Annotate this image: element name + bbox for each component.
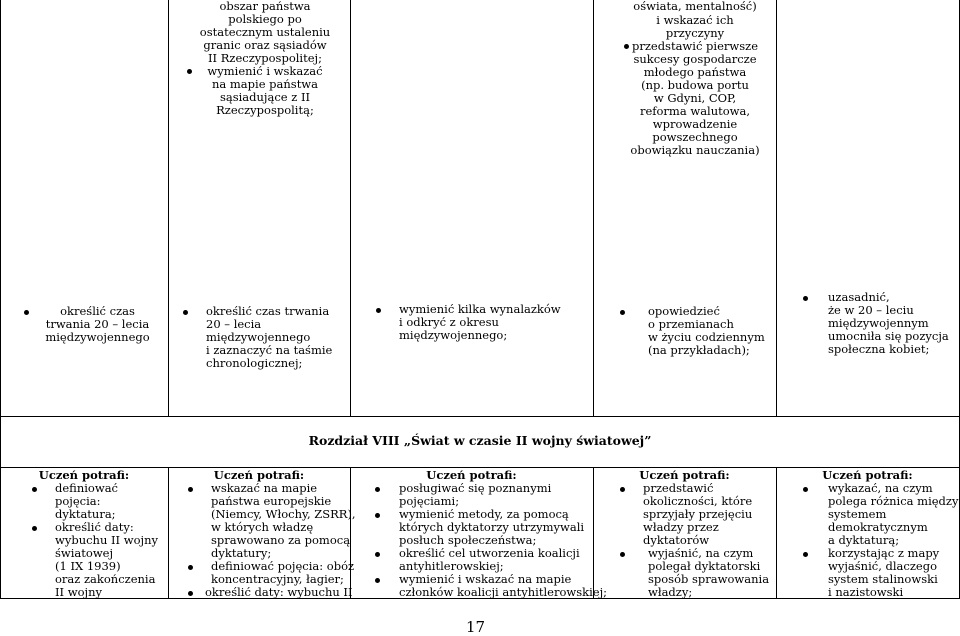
column-border-3 [350,0,351,417]
bullet-icon [188,565,193,570]
cell-text: trwania 20 – lecia [45,317,150,331]
column-header: Uczeń potrafi: [639,468,730,482]
cell-text: 20 – lecia [206,317,262,331]
column-border-1 [0,0,1,599]
cell-text: dyktatury; [211,546,272,560]
cell-text: oświata, mentalność) [633,0,757,13]
cell-text: określić czas trwania [206,304,330,318]
cell-text: dyktatorów [643,533,710,547]
cell-text: (Niemcy, Włochy, ZSRR), [211,507,356,521]
bullet-icon [375,578,380,583]
cell-text: pojęciami; [399,494,460,508]
cell-text: władzy; [648,585,693,599]
cell-text: sprawowano za pomocą [211,533,351,547]
cell-text: i zaznaczyć na taśmie [206,343,333,357]
cell-text: okoliczności, które [643,494,753,508]
cell-text: Rzeczypospolitą; [216,103,314,117]
cell-text: społeczna kobiet; [828,342,930,356]
cell-text: i wskazać ich [656,13,734,27]
cell-text: młodego państwa [643,65,747,79]
cell-text: i odkryć z okresu [399,315,499,329]
row-border-top-section [0,416,960,417]
cell-text: przedstawić pierwsze [631,39,759,53]
cell-text: wymienić i wskazać [207,64,323,78]
cell-text: posłuch społeczeństwa; [399,533,537,547]
cell-text: ostatecznym ustaleniu [199,25,331,39]
bullet-icon [375,513,380,518]
cell-text: przedstawić [643,481,714,495]
column-border-5 [776,0,777,417]
cell-text: definiować [55,481,118,495]
cell-text: międzywojennego [45,330,150,344]
cell-text: umocniła się pozycja [828,329,949,343]
cell-text: wyjaśnić, dlaczego [828,559,937,573]
cell-text: że w 20 – leciu [828,303,914,317]
cell-text: wprowadzenie [652,117,738,131]
bullet-icon [803,296,808,301]
cell-text: dyktatura; [55,507,116,521]
column-header: Uczeń potrafi: [213,468,305,482]
bullet-icon [187,69,192,74]
cell-text: władzy przez [643,520,719,534]
bullet-icon [183,310,188,315]
bullet-icon [620,552,625,557]
cell-text: sąsiadujące z II [219,90,311,104]
cell-text: w których władzę [211,520,314,534]
cell-text: system stalinowski [828,572,938,586]
cell-text: (1 IX 1939) [55,559,121,573]
cell-text: (np. budowa portu [641,78,749,92]
cell-text: reforma walutowa, [639,104,751,118]
bullet-icon [32,487,37,492]
cell-text: opowiedzieć [648,304,720,318]
column-border-4 [593,0,594,417]
chapter-title: Rozdział VIII „Świat w czasie II wojny światowej” [308,433,652,448]
cell-text: koncentracyjny, łagier; [211,572,344,586]
bullet-icon [375,487,380,492]
cell-text: określić cel utworzenia koalicji [399,546,580,560]
cell-text: antyhitlerowskiej; [399,559,504,573]
cell-text: demokratycznym [828,520,928,534]
cell-text: (na przykładach); [648,343,750,357]
cell-text: wyjaśnić, na czym [648,546,754,560]
bullet-icon [803,552,808,557]
cell-text: w Gdyni, COP, [653,91,737,105]
bullet-icon [803,487,808,492]
cell-text: korzystając z mapy [828,546,940,560]
bullet-icon [188,487,193,492]
cell-text: definiować pojęcia: obóz [211,559,355,573]
bullet-icon [188,591,193,596]
bullet-icon [376,308,381,313]
cell-text: uzasadnić, [828,290,890,304]
cell-text: polega różnica między [828,494,959,508]
column-border-4b [593,467,594,599]
cell-text: międzywojennego [206,330,311,344]
cell-text: wykazać, na czym [828,481,933,495]
cell-text: II Rzeczypospolitej; [208,51,322,65]
cell-text: międzywojennym [828,316,929,330]
cell-text: sprzyjały przejęciu [643,507,753,521]
bullet-icon [620,310,625,315]
cell-text: określić czas [60,304,135,318]
bullet-icon [32,526,37,531]
cell-text: wymienić metody, za pomocą [399,507,569,521]
cell-text: międzywojennego; [399,328,508,342]
bullet-icon [375,552,380,557]
cell-text: przyczyny [665,26,725,40]
cell-text: wymienić i wskazać na mapie [399,572,572,586]
column-border-2b [168,467,169,599]
cell-text: o przemianach [648,317,734,331]
cell-text: a dyktaturą; [828,533,900,547]
column-border-2 [168,0,169,417]
cell-text: obszar państwa [219,0,311,13]
cell-text: posługiwać się poznanymi [399,481,552,495]
cell-text: członków koalicji antyhitlerowskiej; [399,585,608,599]
cell-text: w życiu codziennym [648,330,765,344]
cell-text: których dyktatorzy utrzymywali [399,520,585,534]
cell-text: wybuchu II wojny [55,533,158,547]
column-border-5b [776,467,777,599]
cell-text: wymienić kilka wynalazków [399,302,561,316]
cell-text: światowej [55,546,114,560]
column-header: Uczeń potrafi: [38,468,130,482]
cell-text: sposób sprawowania [648,572,770,586]
page-number: 17 [466,618,486,636]
cell-text: polskiego po [228,12,302,26]
column-header: Uczeń potrafi: [822,468,913,482]
cell-text: chronologicznej; [206,356,303,370]
cell-text: polegał dyktatorski [648,559,761,573]
cell-text: II wojny [55,585,102,599]
cell-text: powszechnego [652,130,738,144]
bullet-icon [620,487,625,492]
column-border-3b [350,467,351,599]
cell-text: określić daty: [55,520,134,534]
column-header: Uczeń potrafi: [426,468,517,482]
cell-text: wskazać na mapie [211,481,318,495]
cell-text: oraz zakończenia [55,572,156,586]
cell-text: państwa europejskie [211,494,332,508]
cell-text: obowiązku nauczania) [630,143,760,157]
cell-text: określić daty: wybuchu II [205,585,353,599]
bullet-icon [24,310,29,315]
cell-text: systemem [828,507,887,521]
cell-text: na mapie państwa [211,77,319,91]
cell-text: pojęcia: [55,494,101,508]
cell-text: i nazistowski [828,585,904,599]
cell-text: granic oraz sąsiadów [203,38,327,52]
cell-text: sukcesy gospodarcze [633,52,757,66]
